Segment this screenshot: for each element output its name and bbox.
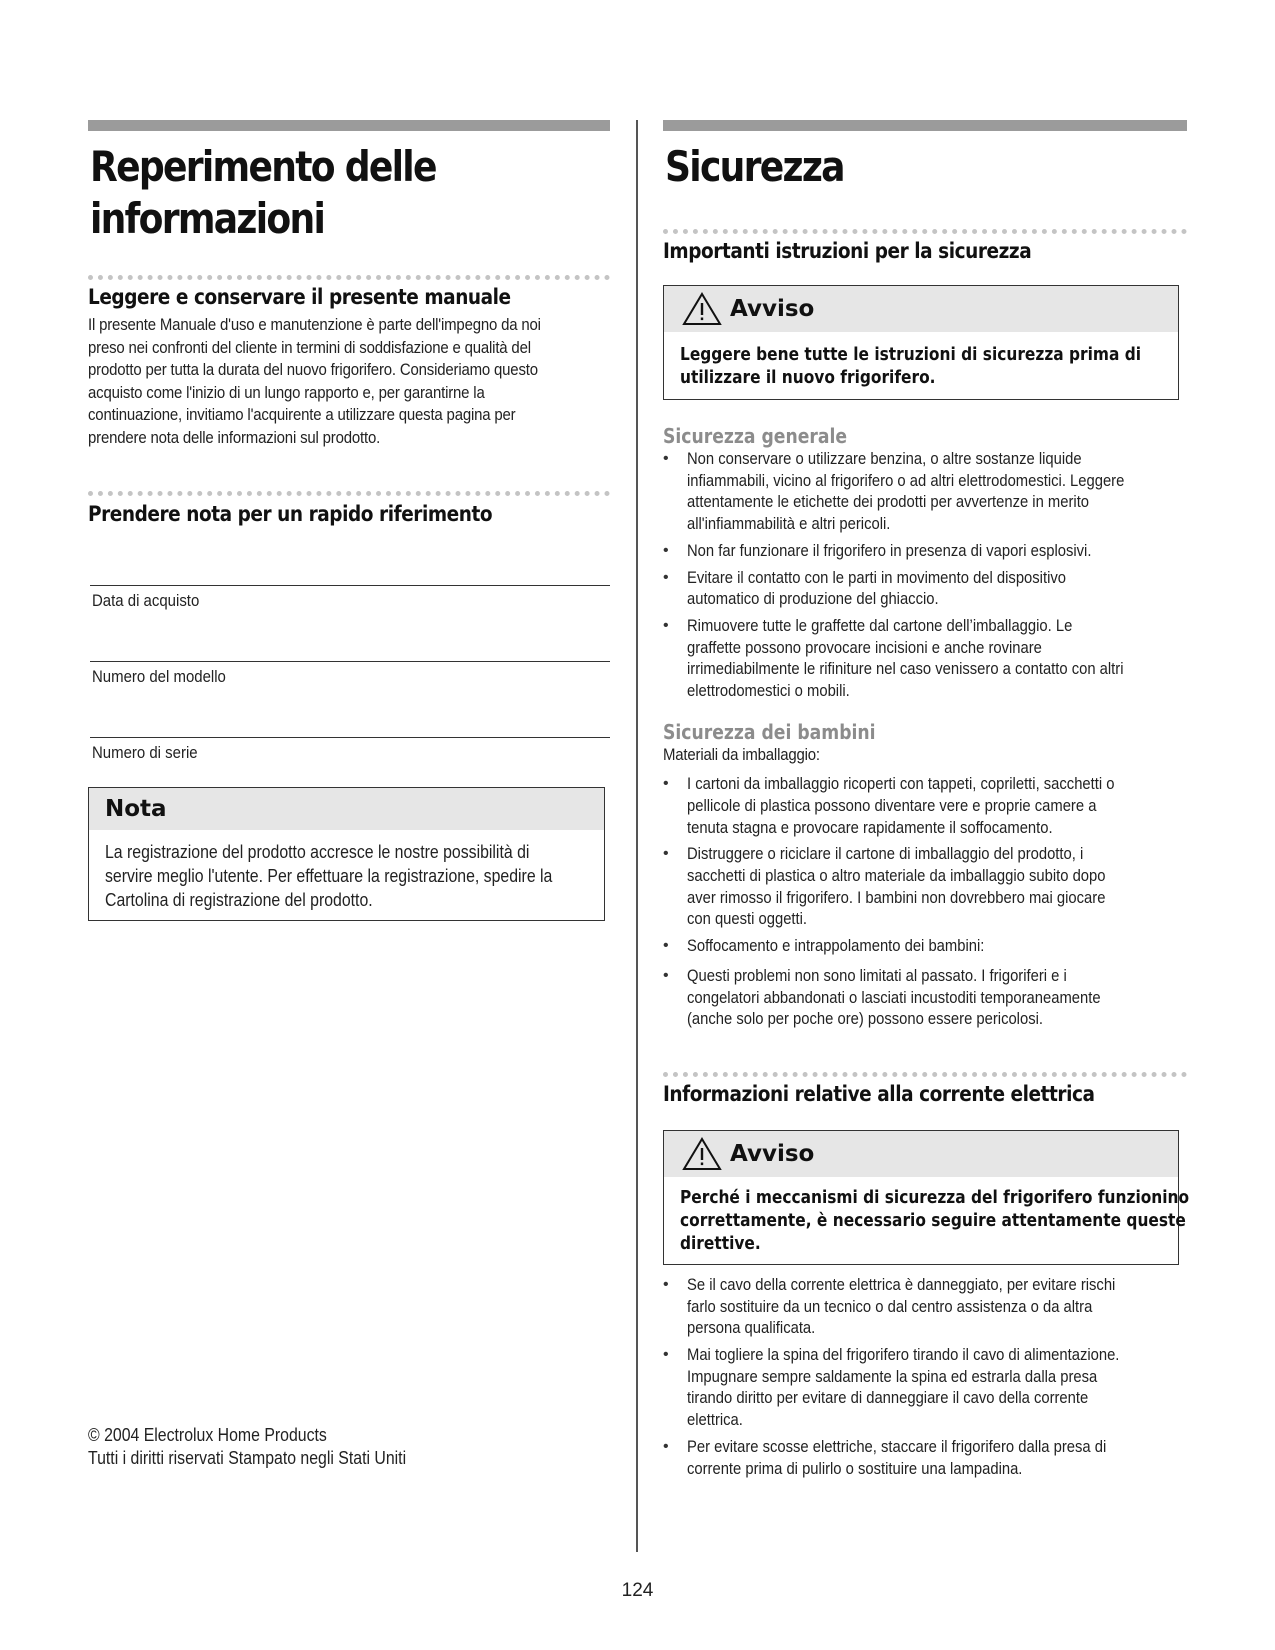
child-safety-heading: Sicurezza dei bambini (663, 719, 876, 744)
list-line: congelatori abbandonati o lasciati incustoditi temporaneamente (687, 987, 1101, 1007)
footer-line: Tutti i diritti riservati Stampato negli Stati Uniti (88, 1448, 407, 1468)
serial-number-field[interactable] (90, 737, 610, 763)
child-safety-list (663, 773, 1187, 1030)
list-item (663, 843, 1187, 930)
left-title-line: informazioni (90, 194, 325, 243)
general-safety-heading: Sicurezza generale (663, 424, 848, 448)
warning-box (663, 1130, 1190, 1265)
list-line: • Questi problemi non sono limitati al passato. I frigoriferi e i (687, 965, 1067, 985)
right-title-bar (663, 120, 1187, 131)
warning-title: Avviso (730, 1140, 815, 1167)
warning-line: utilizzare il nuovo frigorifero. (680, 368, 936, 388)
list-line: aver rimosso il frigorifero. I bambini non dovrebbero mai giocare (687, 887, 1106, 907)
list-line: corrente prima di pulirlo o sostituire una lampadina. (687, 1458, 1023, 1478)
note-line: servire meglio l'utente. Per effettuare la registrazione, spedire la (105, 866, 553, 886)
list-line: automatico di produzione del ghiaccio. (687, 589, 939, 609)
dotted-divider (88, 491, 610, 496)
paragraph-line: prodotto per tutta la durata del nuovo frigorifero. Consideriamo questo (88, 360, 538, 379)
list-item (663, 1436, 1187, 1479)
dotted-divider (88, 275, 610, 280)
section-heading-reference: Prendere nota per un rapido riferimento (88, 502, 493, 526)
note-line: Cartolina di registrazione del prodotto. (105, 890, 373, 910)
paragraph-line: acquisto come l'inizio di un lungo rapporto e, per garantirne la (88, 382, 485, 402)
child-safety-intro (663, 744, 1187, 767)
copyright-footer (88, 1424, 449, 1470)
right-page-title: Sicurezza (665, 142, 844, 191)
list-item (663, 935, 1187, 957)
list-item (663, 1344, 1187, 1431)
column-divider (636, 120, 638, 1552)
intro-line: Materiali da imballaggio: (663, 744, 820, 764)
warning-icon (682, 1137, 722, 1171)
warning-header (664, 286, 1178, 332)
paragraph-line: prendere nota delle informazioni sul prodotto. (88, 427, 381, 447)
warning-body (664, 332, 1178, 399)
model-number-field[interactable] (90, 661, 610, 687)
warning-title: Avviso (730, 296, 815, 322)
list-item (663, 448, 1187, 535)
warning-body (664, 1177, 1190, 1264)
list-line: all'infiammabilità e altri pericoli. (687, 514, 891, 534)
paragraph-line: Il presente Manuale d'uso e manutenzione è parte dell'impegno da noi (88, 315, 541, 334)
list-line: • Evitare il contatto con le parti in movimento del dispositivo (687, 567, 1066, 587)
left-page-title (90, 141, 537, 245)
list-line: irrimediabilmente le rifiniture nel caso venissero a contatto con altri (687, 659, 1124, 679)
list-line: con questi oggetti. (687, 909, 808, 929)
list-line: • Se il cavo della corrente elettrica è danneggiato, per evitare rischi (687, 1274, 1116, 1294)
page-number: 124 (621, 1580, 654, 1601)
list-line: • Soffocamento e intrappolamento dei bambini: (687, 936, 985, 956)
general-safety-list (663, 448, 1187, 702)
list-line: • Non conservare o utilizzare benzina, o altre sostanze liquide (687, 449, 1082, 468)
warning-line: correttamente, è necessario seguire attentamente queste (680, 1210, 1186, 1231)
list-item (663, 540, 1187, 562)
list-line: • Distruggere o riciclare il cartone di imballaggio del prodotto, i (687, 844, 1084, 864)
note-body (89, 830, 604, 920)
list-line: pellicole di plastica possono diventare vere e proprie camere a (687, 795, 1097, 815)
list-item (663, 965, 1187, 1030)
list-item (663, 773, 1187, 838)
warning-header (664, 1131, 1178, 1177)
list-item (663, 615, 1187, 702)
field-label: Numero del modello (92, 667, 226, 686)
paragraph-line: preso nei confronti del cliente in termini di soddisfazione e qualità del (88, 337, 531, 357)
manual-paragraph (88, 314, 610, 449)
list-line: persona qualificata. (687, 1318, 816, 1338)
list-line: graffette possono provocare incisioni e anche rovinare (687, 637, 1042, 657)
field-label: Numero di serie (92, 743, 198, 762)
note-line: La registrazione del prodotto accresce le nostre possibilità di (105, 842, 530, 862)
paragraph-line: continuazione, invitiamo l'acquirente a utilizzare questa pagina per (88, 405, 516, 424)
section-heading-safety: Importanti istruzioni per la sicurezza (663, 239, 1032, 263)
list-line: farlo sostituire da un tecnico o dal centro assistenza o da altra (687, 1296, 1093, 1316)
left-title-line: Reperimento delle (90, 142, 436, 191)
list-line: tirando diritto per evitare di danneggiare il cavo della corrente (687, 1388, 1089, 1408)
right-column (663, 120, 1190, 1479)
list-line: • Non far funzionare il frigorifero in presenza di vapori esplosivi. (687, 540, 1092, 560)
list-line: • Mai togliere la spina del frigorifero tirando il cavo di alimentazione. (687, 1345, 1120, 1365)
dotted-divider (663, 229, 1187, 234)
list-item (663, 567, 1187, 610)
list-line: • I cartoni da imballaggio ricoperti con tappeti, copriletti, sacchetti o (687, 774, 1115, 794)
note-title: Nota (105, 796, 167, 822)
list-item (663, 1274, 1187, 1339)
list-line: • Rimuovere tutte le graffette dal cartone dell’imballaggio. Le (687, 615, 1073, 635)
list-line: elettrica. (687, 1410, 743, 1430)
electric-safety-list (663, 1274, 1187, 1479)
list-line: infiammabili, vicino al frigorifero o ad altri elettrodomestici. Leggere (687, 470, 1125, 490)
warning-icon (682, 292, 722, 326)
purchase-date-field[interactable] (90, 585, 610, 611)
list-line: Impugnare sempre saldamente la spina ed estrarla dalla presa (687, 1366, 1098, 1386)
warning-line: direttive. (680, 1233, 761, 1254)
footer-line: © 2004 Electrolux Home Products (88, 1425, 327, 1445)
list-line: (anche solo per poche ore) possono essere pericolosi. (687, 1009, 1043, 1029)
warning-line: Perché i meccanismi di sicurezza del frigorifero funzionino (680, 1187, 1190, 1208)
list-line: • Per evitare scosse elettriche, staccare il frigorifero dalla presa di (687, 1436, 1107, 1456)
write-line (90, 737, 610, 738)
warning-line: Leggere bene tutte le istruzioni di sicurezza prima di (680, 345, 1142, 365)
warning-box (663, 285, 1179, 400)
list-line: attentamente le etichette dei prodotti per avvertenze in merito (687, 492, 1090, 512)
section-heading-electric: Informazioni relative alla corrente elettrica (663, 1081, 1095, 1106)
list-line: tenuta stagna e provocare rapidamente il soffocamento. (687, 817, 1053, 837)
left-column (88, 120, 610, 921)
list-line: sacchetti di plastica o altro materiale da imballaggio subito dopo (687, 866, 1106, 886)
write-line (90, 661, 610, 662)
field-label: Data di acquisto (92, 591, 200, 610)
section-heading-manual: Leggere e conservare il presente manuale (88, 285, 511, 309)
note-header (89, 788, 604, 830)
write-line (90, 585, 610, 586)
left-title-bar (88, 120, 610, 131)
dotted-divider (663, 1072, 1187, 1077)
note-box (88, 787, 605, 921)
list-line: elettrodomestici o mobili. (687, 681, 850, 701)
